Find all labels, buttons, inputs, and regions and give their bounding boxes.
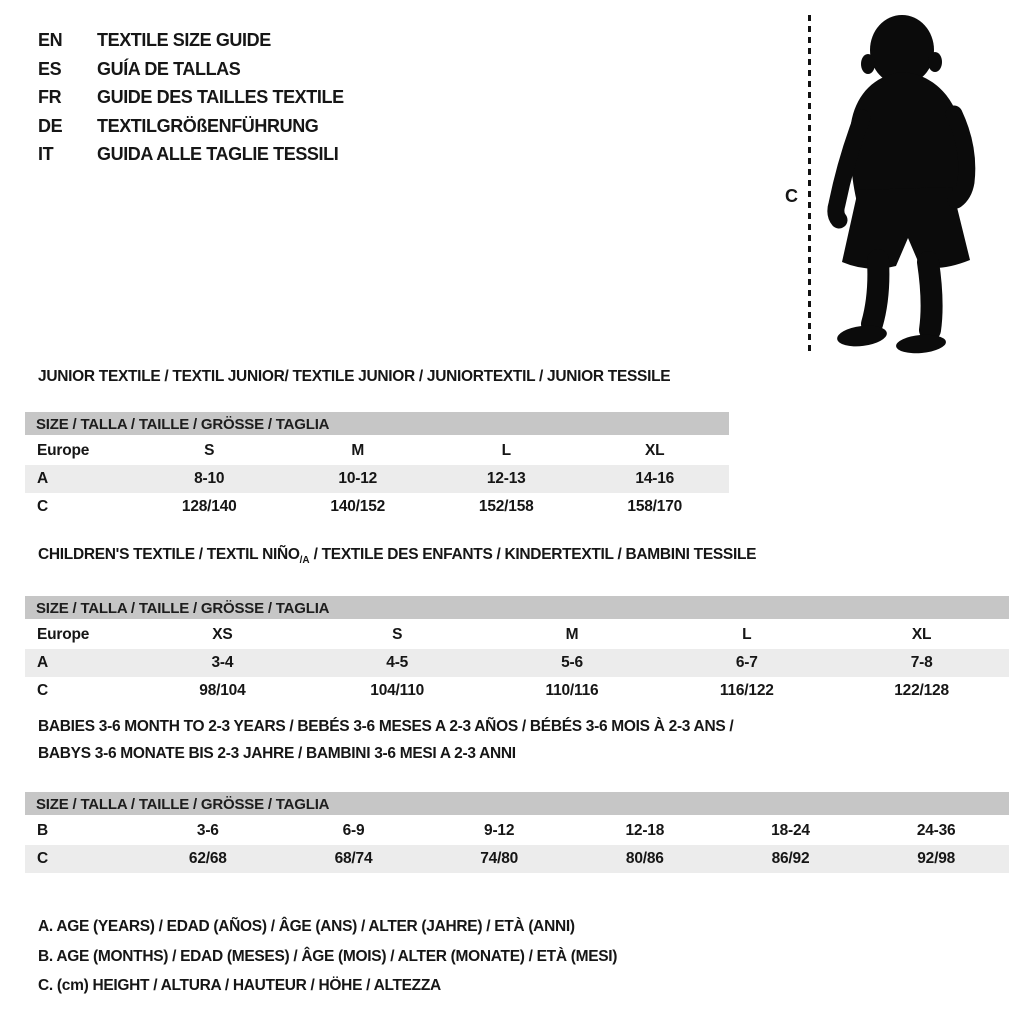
age-cell: 5-6 bbox=[561, 654, 583, 671]
language-code: EN bbox=[38, 30, 63, 50]
section-title-babies-line2: BABYS 3-6 MONATE BIS 2-3 JAHRE / BAMBINI 3-6 MESI A 2-3 ANNI bbox=[38, 745, 516, 762]
section-title-babies-line1: BABIES 3-6 MONTH TO 2-3 YEARS / BEBÉS 3-6 MESES A 2-3 AÑOS / BÉBÉS 3-6 MOIS À 2-3 ANS / bbox=[38, 718, 734, 735]
height-measure-label: C bbox=[785, 186, 798, 206]
height-cell: 62/68 bbox=[188, 850, 227, 867]
table-size-header: SIZE / TALLA / TAILLE / GRÖSSE / TAGLIA bbox=[25, 412, 729, 437]
table-row-height bbox=[25, 493, 729, 521]
height-cell: 110/116 bbox=[545, 682, 599, 699]
size-cell: M bbox=[351, 442, 365, 459]
size-cell: L bbox=[742, 626, 752, 643]
language-row bbox=[38, 112, 344, 141]
height-cell: 104/110 bbox=[370, 682, 425, 699]
age-cell: 3-4 bbox=[211, 654, 234, 671]
height-cell: 98/104 bbox=[199, 682, 246, 699]
language-code: FR bbox=[38, 87, 62, 107]
table-row-age bbox=[25, 465, 729, 493]
height-cell: 128/140 bbox=[181, 498, 237, 515]
size-cell: XL bbox=[911, 626, 932, 643]
table-row-europe bbox=[25, 621, 1009, 649]
section-childrens-textile bbox=[25, 545, 1009, 705]
height-cell: 80/86 bbox=[625, 850, 664, 867]
age-cell: 6-7 bbox=[735, 654, 758, 671]
guide-title-es: GUÍA DE TALLAS bbox=[97, 58, 241, 79]
height-cell: 74/80 bbox=[480, 850, 519, 867]
section-title-children-pre: CHILDREN'S TEXTILE / TEXTIL NIÑO bbox=[38, 546, 300, 563]
section-title-junior: JUNIOR TEXTILE / TEXTIL JUNIOR/ TEXTILE JUNIOR / JUNIORTEXTIL / JUNIOR TESSILE bbox=[38, 368, 671, 385]
age-cell: 3-6 bbox=[196, 822, 219, 839]
row-label: C bbox=[37, 850, 48, 867]
language-code: DE bbox=[38, 115, 63, 136]
babies-size-table bbox=[25, 792, 1009, 873]
age-cell: 8-10 bbox=[194, 470, 225, 487]
table-row-height bbox=[25, 845, 1009, 873]
guide-title-en: TEXTILE SIZE GUIDE bbox=[97, 30, 271, 50]
table-row-age bbox=[25, 649, 1009, 677]
height-cell: 122/128 bbox=[894, 682, 949, 699]
age-cell: 24-36 bbox=[916, 822, 956, 839]
height-measure-dotted-line bbox=[808, 15, 811, 356]
height-cell: 152/158 bbox=[478, 498, 534, 515]
language-row bbox=[38, 140, 344, 169]
height-cell: 92/98 bbox=[917, 850, 956, 867]
age-cell: 14-16 bbox=[635, 470, 675, 487]
language-row bbox=[38, 55, 344, 84]
guide-title-fr: GUIDE DES TAILLES TEXTILE bbox=[97, 87, 344, 107]
size-cell: S bbox=[204, 442, 215, 459]
size-cell: S bbox=[392, 626, 403, 643]
size-cell: M bbox=[565, 626, 579, 643]
language-title-list bbox=[38, 26, 344, 169]
size-cell: L bbox=[501, 442, 511, 459]
table-row-age-months bbox=[25, 817, 1009, 845]
table-size-header: SIZE / TALLA / TAILLE / GRÖSSE / TAGLIA bbox=[25, 596, 1009, 621]
legend-age-months: B. AGE (MONTHS) / EDAD (MESES) / ÂGE (MOIS) / ALTER (MONATE) / ETÀ (MESI) bbox=[38, 947, 618, 965]
row-label: B bbox=[37, 822, 48, 839]
age-cell: 12-13 bbox=[486, 470, 526, 487]
height-cell: 158/170 bbox=[627, 498, 683, 515]
section-title-children-sub: /A bbox=[299, 555, 310, 566]
age-cell: 4-5 bbox=[386, 654, 409, 671]
section-title-children-post: / TEXTILE DES ENFANTS / KINDERTEXTIL / BAMBINI TESSILE bbox=[309, 546, 757, 563]
row-label: C bbox=[37, 498, 48, 515]
measurement-legend bbox=[38, 912, 617, 1001]
guide-title-it: GUIDA ALLE TAGLIE TESSILI bbox=[97, 144, 339, 164]
age-cell: 9-12 bbox=[484, 822, 515, 839]
legend-height-cm: C. (cm) HEIGHT / ALTURA / HAUTEUR / HÖHE / ALTEZZA bbox=[38, 977, 441, 994]
row-label: C bbox=[37, 682, 48, 699]
section-babies-textile bbox=[25, 713, 1009, 873]
age-cell: 6-9 bbox=[342, 822, 365, 839]
language-code: ES bbox=[38, 58, 62, 79]
size-cell: XS bbox=[212, 626, 233, 643]
language-row bbox=[38, 83, 344, 112]
language-row bbox=[38, 26, 344, 55]
age-cell: 10-12 bbox=[338, 470, 378, 487]
toddler-silhouette-icon bbox=[822, 12, 988, 356]
size-cell: XL bbox=[645, 442, 665, 459]
row-label: Europe bbox=[37, 442, 90, 459]
section-title-children bbox=[38, 545, 1009, 571]
age-cell: 18-24 bbox=[771, 822, 810, 839]
height-cell: 140/152 bbox=[330, 498, 386, 515]
children-size-table bbox=[25, 596, 1009, 705]
section-junior-textile bbox=[25, 367, 729, 521]
age-cell: 7-8 bbox=[910, 654, 933, 671]
height-cell: 116/122 bbox=[719, 682, 774, 699]
table-row-height bbox=[25, 677, 1009, 705]
row-label: Europe bbox=[37, 626, 90, 643]
age-cell: 12-18 bbox=[625, 822, 665, 839]
language-code: IT bbox=[38, 144, 54, 164]
height-cell: 86/92 bbox=[771, 850, 810, 867]
table-size-header: SIZE / TALLA / TAILLE / GRÖSSE / TAGLIA bbox=[25, 792, 1009, 817]
table-row-europe bbox=[25, 437, 729, 465]
row-label: A bbox=[37, 470, 48, 487]
height-cell: 68/74 bbox=[334, 850, 373, 867]
legend-age-years: A. AGE (YEARS) / EDAD (AÑOS) / ÂGE (ANS) / ALTER (JAHRE) / ETÀ (ANNI) bbox=[38, 918, 575, 935]
row-label: A bbox=[37, 654, 48, 671]
junior-size-table bbox=[25, 412, 729, 521]
guide-title-de: TEXTILGRÖßENFÜHRUNG bbox=[97, 115, 319, 136]
